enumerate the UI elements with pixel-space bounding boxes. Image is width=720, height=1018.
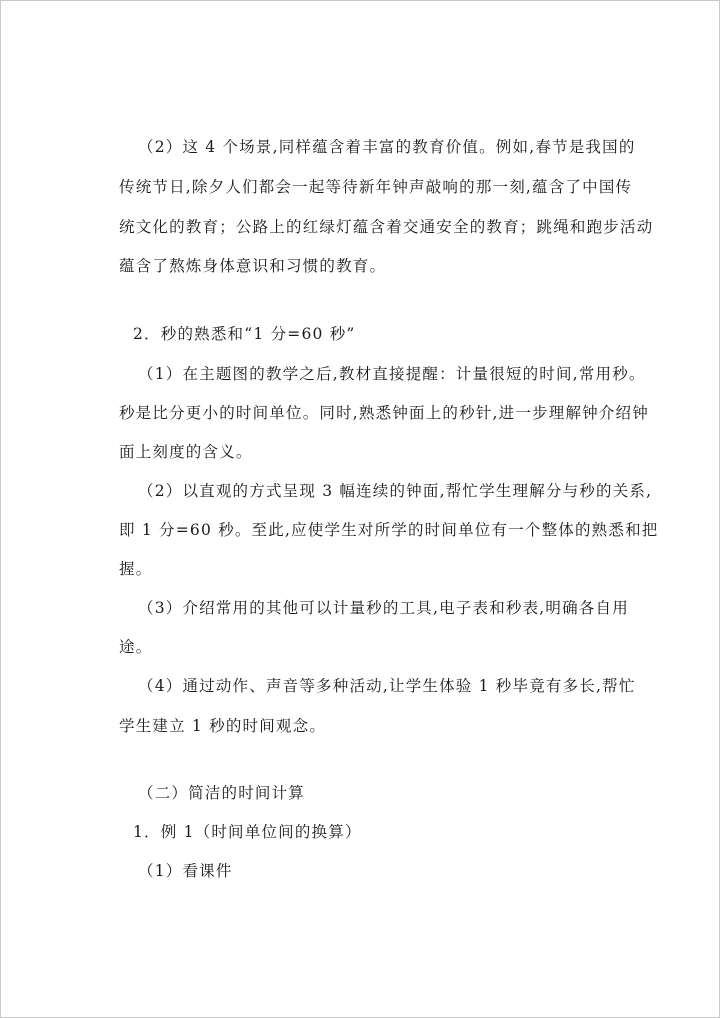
- paragraph-line: 面上刻度的含义。: [119, 443, 253, 461]
- paragraph-line: 秒是比分更小的时间单位。同时,熟悉钟面上的秒针,进一步理解钟介绍钟: [119, 404, 649, 422]
- paragraph-line: （2）这 4 个场景,同样蕴含着丰富的教育价值。例如,春节是我国的: [138, 138, 636, 156]
- paragraph-line: 传统节日,除夕人们都会一起等待新年钟声敲响的那一刻,蕴含了中国传: [119, 178, 633, 196]
- paragraph-line: 即 1 分=60 秒。至此,应使学生对所学的时间单位有一个整体的熟悉和把: [119, 521, 659, 539]
- paragraph-line: 统文化的教育；公路上的红绿灯蕴含着交通安全的教育；跳绳和跑步活动: [119, 218, 654, 236]
- paragraph-line: （1）在主题图的教学之后,教材直接提醒：计量很短的时间,常用秒。: [138, 365, 646, 383]
- subsection-item: （1）看课件: [138, 862, 233, 880]
- paragraph-line: （2）以直观的方式呈现 3 幅连续的钟面,帮忙学生理解分与秒的关系,: [138, 482, 653, 500]
- paragraph-line: 途。: [119, 638, 153, 656]
- paragraph-line: （4）通过动作、声音等多种活动,让学生体验 1 秒毕竟有多长,帮忙: [138, 677, 636, 695]
- paragraph-line: 握。: [119, 560, 153, 578]
- paragraph-line: 学生建立 1 秒的时间观念。: [119, 717, 327, 735]
- section-heading: （二）简洁的时间计算: [138, 784, 306, 802]
- paragraph-line: 蕴含了熬炼身体意识和习惯的教育。: [119, 257, 387, 275]
- paragraph-line: （3）介绍常用的其他可以计量秒的工具,电子表和秒表,明确各自用: [138, 599, 629, 617]
- section-heading: 2．秒的熟悉和“1 分=60 秒”: [133, 325, 356, 343]
- subsection-heading: 1．例 1（时间单位间的换算）: [133, 823, 362, 841]
